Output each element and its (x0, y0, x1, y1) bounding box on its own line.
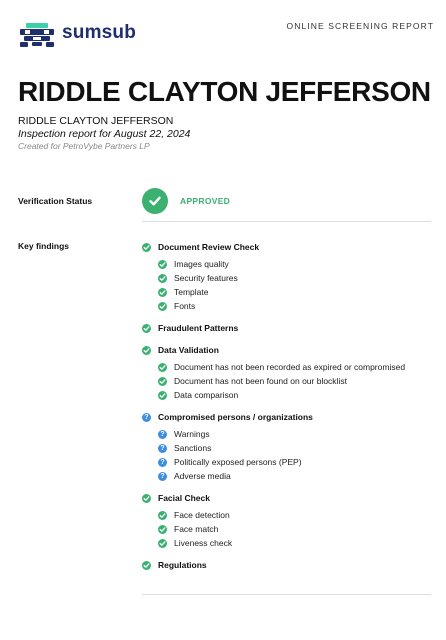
finding-item-label: Warnings (174, 429, 210, 439)
inspection-date: Inspection report for August 22, 2024 (18, 128, 191, 140)
subject-name-title: RIDDLE CLAYTON JEFFERSON (18, 76, 431, 107)
question-icon: ? (142, 413, 151, 422)
finding-group-header (142, 321, 432, 335)
finding-item (142, 374, 432, 388)
finding-item (142, 469, 432, 483)
finding-group-header (142, 240, 432, 254)
finding-group-label: Facial Check (158, 493, 210, 503)
check-icon (142, 561, 151, 570)
finding-group (142, 491, 432, 550)
finding-group (142, 558, 432, 572)
finding-group (142, 240, 432, 313)
brand-name: sumsub (62, 22, 137, 43)
report-type-label: ONLINE SCREENING REPORT (286, 21, 434, 31)
question-icon: ? (158, 472, 167, 481)
check-icon (158, 511, 167, 520)
finding-item-label: Security features (174, 273, 238, 283)
finding-group-label: Document Review Check (158, 242, 260, 252)
finding-group-header (142, 343, 432, 357)
question-icon: ? (158, 458, 167, 467)
check-icon (142, 243, 151, 252)
finding-item (142, 271, 432, 285)
finding-item (142, 299, 432, 313)
finding-item-label: Face detection (174, 510, 230, 520)
finding-group-header (142, 558, 432, 572)
finding-item (142, 522, 432, 536)
finding-item-label: Adverse media (174, 471, 231, 481)
finding-item (142, 441, 432, 455)
subject-name: RIDDLE CLAYTON JEFFERSON (18, 115, 174, 127)
finding-item-label: Document has not been recorded as expired or compromised (174, 362, 406, 372)
sumsub-logo (19, 22, 136, 48)
finding-group-label: Compromised persons / organizations (158, 412, 313, 422)
finding-item (142, 508, 432, 522)
check-icon (158, 288, 167, 297)
check-icon (158, 391, 167, 400)
finding-group-header (142, 491, 432, 505)
check-circle-icon (142, 188, 168, 214)
finding-group (142, 410, 432, 483)
key-findings-label: Key findings (18, 241, 70, 251)
finding-group-label: Regulations (158, 560, 207, 570)
finding-item-label: Sanctions (174, 443, 212, 453)
sumsub-logo-icon (19, 22, 55, 48)
finding-item-label: Data comparison (174, 390, 239, 400)
check-icon (158, 377, 167, 386)
question-icon: ? (158, 430, 167, 439)
finding-item-label: Fonts (174, 301, 196, 311)
finding-item (142, 257, 432, 271)
question-icon: ? (158, 444, 167, 453)
divider (142, 221, 431, 222)
finding-group-label: Data Validation (158, 345, 219, 355)
finding-item (142, 285, 432, 299)
finding-item (142, 455, 432, 469)
divider (142, 594, 431, 595)
check-icon (158, 274, 167, 283)
verification-status-value: APPROVED (180, 196, 231, 206)
finding-item-label: Images quality (174, 259, 229, 269)
finding-item (142, 536, 432, 550)
check-icon (158, 302, 167, 311)
created-for: Created for PetroVybe Partners LP (18, 141, 150, 151)
finding-item-label: Template (174, 287, 209, 297)
finding-group-label: Fraudulent Patterns (158, 323, 239, 333)
finding-group-header (142, 410, 432, 424)
check-icon (142, 324, 151, 333)
finding-item-label: Face match (174, 524, 219, 534)
finding-item (142, 360, 432, 374)
check-icon (158, 539, 167, 548)
finding-group (142, 321, 432, 335)
check-icon (142, 346, 151, 355)
findings-list (142, 240, 432, 580)
finding-item-label: Document has not been found on our blocklist (174, 376, 347, 386)
finding-item (142, 388, 432, 402)
check-icon (158, 260, 167, 269)
finding-item-label: Politically exposed persons (PEP) (174, 457, 302, 467)
finding-item (142, 427, 432, 441)
finding-item-label: Liveness check (174, 538, 233, 548)
check-icon (158, 363, 167, 372)
finding-group (142, 343, 432, 402)
verification-status-label: Verification Status (18, 196, 93, 206)
check-icon (158, 525, 167, 534)
check-icon (142, 494, 151, 503)
